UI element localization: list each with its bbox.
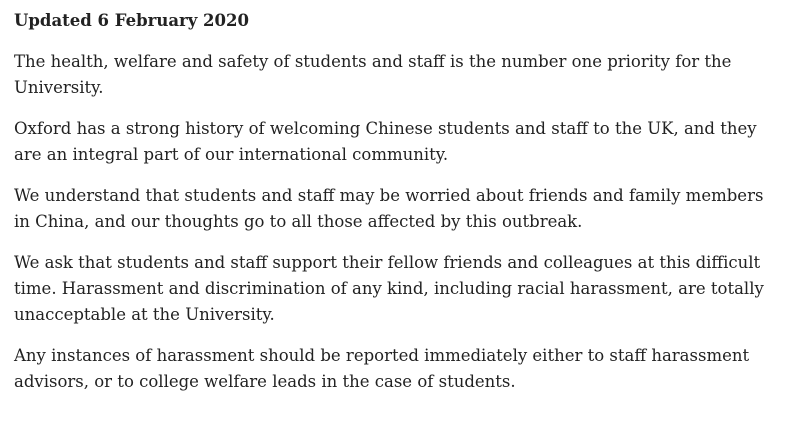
paragraph-priority: The health, welfare and safety of students and staff is the number one priority for the University. bbox=[14, 52, 732, 97]
updated-date: Updated 6 February 2020 bbox=[14, 11, 249, 30]
paragraph-reporting: Any instances of harassment should be reported immediately either to staff harassment advisors, or to college welfare leads in the case of students. bbox=[14, 346, 750, 391]
paragraph-harassment: We ask that students and staff support their fellow friends and colleagues at this difficult time. Harassment and discrimination of any kind, including racial harassment, are totally unacceptable at the University. bbox=[14, 253, 764, 324]
paragraph-concern: We understand that students and staff may be worried about friends and family members in China, and our thoughts go to all those affected by this outbreak. bbox=[14, 186, 764, 231]
paragraph-community: Oxford has a strong history of welcoming Chinese students and staff to the UK, and they are an integral part of our international community. bbox=[14, 119, 757, 164]
